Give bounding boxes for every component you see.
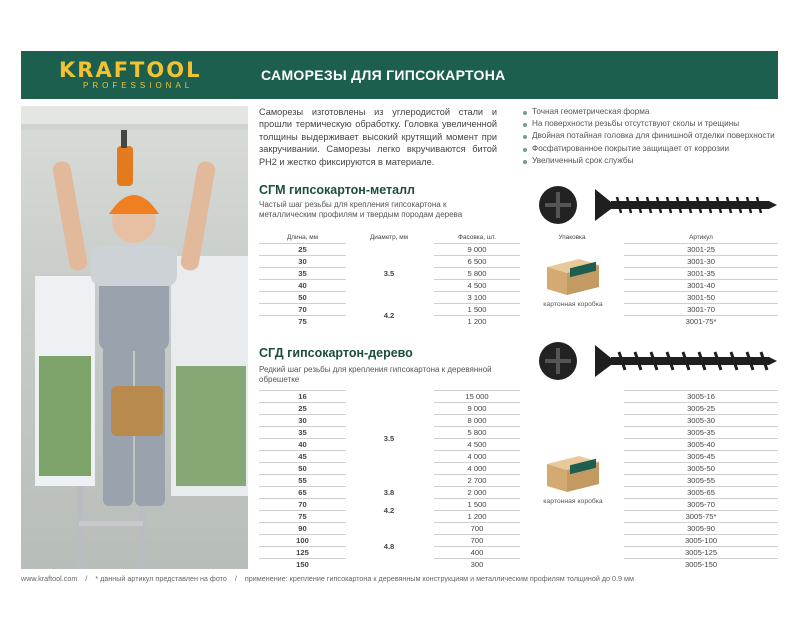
qty-cell: 400: [434, 546, 520, 558]
length-cell: 50: [259, 462, 346, 474]
length-cell: 25: [259, 243, 346, 255]
footer-usage: применение: крепление гипсокартона к деревянным конструкциям и металлическим профилям толщиной до 0.9 мм: [244, 574, 634, 583]
length-cell: 55: [259, 474, 346, 486]
qty-cell: 9 000: [434, 243, 520, 255]
length-cell: 40: [259, 438, 346, 450]
qty-cell: 3 100: [434, 291, 520, 303]
length-cell: 25: [259, 402, 346, 414]
table-row: [259, 315, 778, 327]
qty-cell: 2 000: [434, 486, 520, 498]
length-cell: 30: [259, 414, 346, 426]
length-cell: 70: [259, 498, 346, 510]
length-cell: 70: [259, 303, 346, 315]
qty-cell: 5 800: [434, 426, 520, 438]
article-cell: 3001-40: [624, 279, 778, 291]
length-cell: 35: [259, 267, 346, 279]
sgm-description: Частый шаг резьбы для крепления гипсокартона к металлическим профилям и твердым породам дерева: [259, 200, 463, 220]
diameter-cell: 4.2: [383, 311, 395, 320]
article-cell: 3005-30: [624, 414, 778, 426]
logo-main-text: KRAFTOOL: [59, 58, 202, 82]
article-cell: 3005-25: [624, 402, 778, 414]
sgd-description: Редкий шаг резьбы для крепления гипсокартона к деревянной обрешетке: [259, 365, 492, 385]
article-cell: 3005-150: [624, 558, 778, 570]
col-article: Артикул: [689, 234, 713, 241]
qty-cell: 9 000: [434, 402, 520, 414]
table-row: [259, 462, 778, 474]
diameter-cell: 3.8: [383, 488, 395, 497]
sgm-screw-image: [537, 184, 777, 226]
worker-photo: [21, 106, 248, 569]
article-cell: 3005-55: [624, 474, 778, 486]
header-banner: [21, 51, 778, 99]
box-label: картонная коробка: [543, 301, 603, 308]
intro-text: Саморезы изготовлены из углеродистой стали и прошли термическую обработку. Головка увеличенной толщины выдерживает высокий крутящий момент при закручивании. Саморезы легко вкручиваются битой PH2 и жестко фиксируются в материале.: [259, 107, 497, 167]
table-row: [259, 279, 778, 291]
footer-note: * данный артикул представлен на фото: [95, 574, 227, 583]
length-cell: 30: [259, 255, 346, 267]
table-row: [259, 546, 778, 558]
sgd-table-header: [259, 381, 778, 390]
col-length: Длина, мм: [286, 234, 319, 241]
qty-cell: 4 500: [434, 438, 520, 450]
sgm-table-header: [259, 233, 778, 243]
length-cell: 75: [259, 315, 346, 327]
footer-site: www.kraftool.com: [21, 574, 78, 583]
qty-cell: 1 500: [434, 498, 520, 510]
article-cell: 3005-65: [624, 486, 778, 498]
article-cell: 3001-75*: [624, 315, 778, 327]
box-label: картонная коробка: [543, 498, 603, 505]
table-row: [259, 402, 778, 414]
table-row: [259, 558, 778, 570]
feature-item: Точная геометрическая форма: [522, 106, 782, 118]
diameter-cell: 4.2: [383, 506, 395, 515]
article-cell: 3001-35: [624, 267, 778, 279]
length-cell: 35: [259, 426, 346, 438]
length-cell: 16: [259, 390, 346, 402]
qty-cell: 1 200: [434, 510, 520, 522]
length-cell: 40: [259, 279, 346, 291]
qty-cell: 4 000: [434, 450, 520, 462]
feature-list: [522, 106, 782, 167]
length-cell: 65: [259, 486, 346, 498]
qty-cell: 1 200: [434, 315, 520, 327]
sgm-table: [259, 243, 778, 329]
article-cell: 3005-100: [624, 534, 778, 546]
col-qty: Фасовка, шт.: [458, 234, 496, 241]
article-cell: 3005-35: [624, 426, 778, 438]
length-cell: 75: [259, 510, 346, 522]
table-row: [259, 534, 778, 546]
length-cell: 100: [259, 534, 346, 546]
article-cell: 3001-25: [624, 243, 778, 255]
sgm-title: СГМ гипсокартон-металл: [259, 183, 415, 197]
table-row: [259, 243, 778, 255]
cardboard-box-image: [543, 255, 603, 297]
table-row: [259, 414, 778, 426]
feature-item: Увеличенный срок службы: [522, 155, 782, 167]
article-cell: 3005-16: [624, 390, 778, 402]
table-row: [259, 390, 778, 402]
qty-cell: 5 800: [434, 267, 520, 279]
table-row: [259, 522, 778, 534]
feature-item: Фосфатированное покрытие защищает от коррозии: [522, 143, 782, 155]
qty-cell: 300: [434, 558, 520, 570]
article-cell: 3005-40: [624, 438, 778, 450]
article-cell: 3005-70: [624, 498, 778, 510]
qty-cell: 4 000: [434, 462, 520, 474]
brand-logo: [59, 59, 219, 93]
qty-cell: 4 500: [434, 279, 520, 291]
length-cell: 90: [259, 522, 346, 534]
col-diameter: Диаметр, мм: [369, 234, 408, 241]
qty-cell: 700: [434, 534, 520, 546]
col-pack: Упаковка: [558, 234, 586, 241]
feature-item: На поверхности резьбы отсутствуют сколы и трещины: [522, 118, 782, 130]
feature-item: Двойная потайная головка для финишной отделки поверхности: [522, 130, 782, 142]
table-row: [259, 486, 778, 498]
sgd-table: [259, 390, 778, 572]
diameter-cell: 3.5: [383, 434, 395, 443]
table-row: [259, 450, 778, 462]
diameter-cell: 4.8: [383, 542, 395, 551]
footer-separator: /: [85, 574, 88, 583]
table-row: [259, 474, 778, 486]
page-title: САМОРЕЗЫ ДЛЯ ГИПСОКАРТОНА: [261, 67, 506, 83]
diameter-cell: 3.5: [383, 269, 395, 278]
qty-cell: 8 000: [434, 414, 520, 426]
article-cell: 3001-30: [624, 255, 778, 267]
footer-separator: /: [234, 574, 237, 583]
qty-cell: 1 500: [434, 303, 520, 315]
qty-cell: 15 000: [434, 390, 520, 402]
length-cell: 150: [259, 558, 346, 570]
article-cell: 3005-75*: [624, 510, 778, 522]
sgd-title: СГД гипсокартон-дерево: [259, 346, 413, 360]
table-row: [259, 255, 778, 267]
article-cell: 3001-50: [624, 291, 778, 303]
length-cell: 125: [259, 546, 346, 558]
article-cell: 3005-125: [624, 546, 778, 558]
article-cell: 3005-45: [624, 450, 778, 462]
article-cell: 3001-70: [624, 303, 778, 315]
length-cell: 50: [259, 291, 346, 303]
table-row: [259, 438, 778, 450]
qty-cell: 6 500: [434, 255, 520, 267]
length-cell: 45: [259, 450, 346, 462]
logo-sub-text: PROFESSIONAL: [83, 81, 194, 90]
table-row: [259, 426, 778, 438]
qty-cell: 2 700: [434, 474, 520, 486]
table-row: [259, 510, 778, 522]
article-cell: 3005-90: [624, 522, 778, 534]
table-row: [259, 267, 778, 279]
worker-illustration: [21, 106, 248, 569]
sgd-screw-image: [537, 340, 777, 382]
cardboard-box-image: [543, 452, 603, 494]
article-cell: 3005-50: [624, 462, 778, 474]
footer: [21, 574, 640, 583]
qty-cell: 700: [434, 522, 520, 534]
